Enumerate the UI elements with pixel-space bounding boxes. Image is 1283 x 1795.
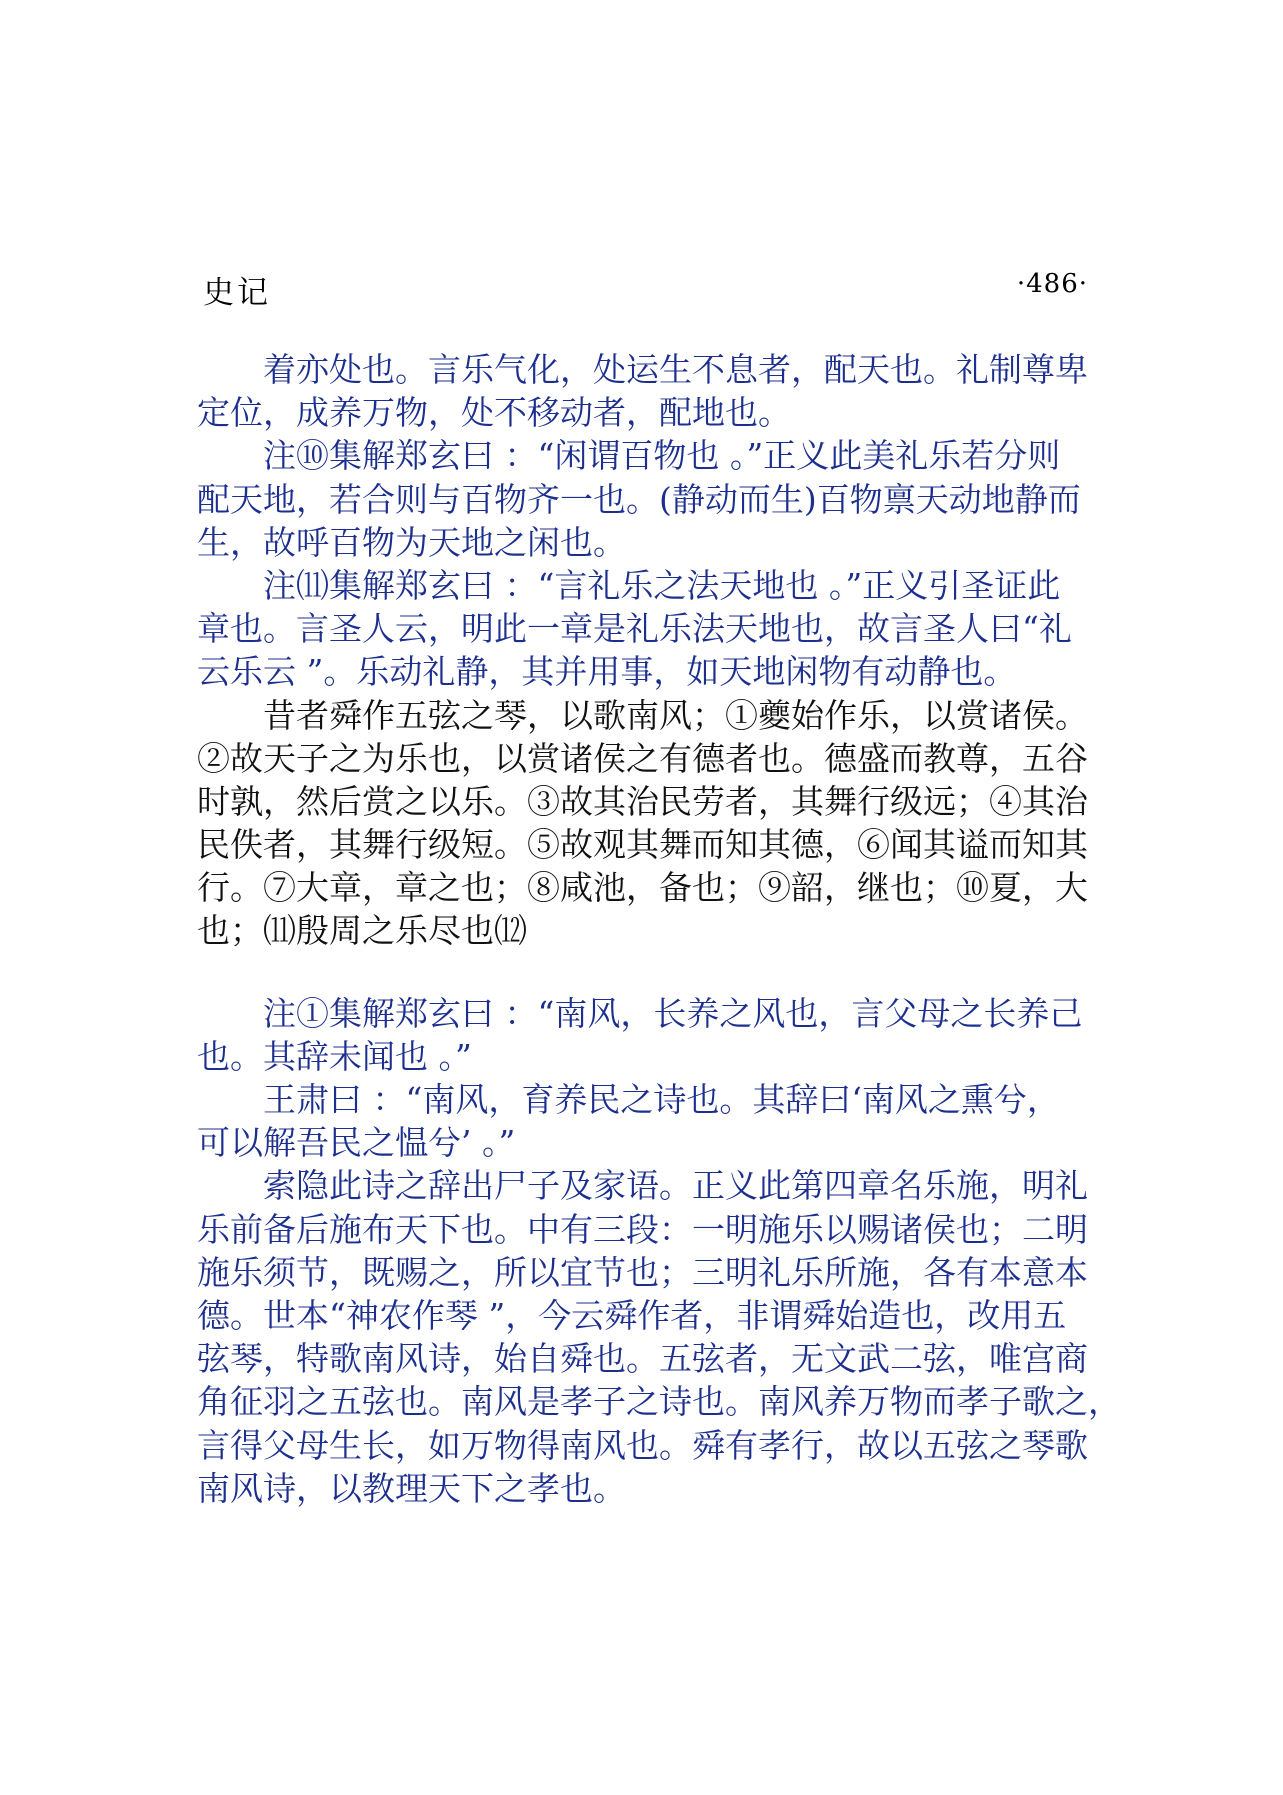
text-line: 王肃曰 ：“南风，育养民之诗也。其辞曰‘南风之熏兮， (263, 1080, 1060, 1119)
text-line: 注①集解郑玄曰 ：“南风，长养之风也，言父母之长养己 (263, 993, 1083, 1033)
text-line: 也。其辞未闻也 。” (197, 1036, 472, 1076)
text-line: 施乐须节，既赐之，所以宜节也；三明礼乐所施，各有本意本 (197, 1252, 1088, 1292)
paragraph-commentary (197, 348, 1097, 434)
paragraph-main-text (197, 694, 1097, 953)
paragraph-note-1 (197, 992, 1097, 1078)
text-line: 生，故呼百物为天地之闲也。 (197, 522, 626, 562)
paragraph-wang-su (197, 1078, 1097, 1164)
paragraph-note-10 (197, 434, 1097, 564)
text-line: 章也。言圣人云，明此一章是礼乐法天地也，故言圣人曰“礼 (197, 609, 1072, 649)
text-line: 角征羽之五弦也。南风是孝子之诗也。南风养万物而孝子歌之， (197, 1382, 1121, 1422)
paragraph-note-11 (197, 564, 1097, 694)
text-line: 可以解吾民之愠兮’ 。” (197, 1123, 516, 1163)
text-line: 定位，成养万物，处不移动者，配地也。 (197, 393, 791, 433)
text-line: 弦琴，特歌南风诗，始自舜也。五弦者，无文武二弦，唯宫商 (197, 1339, 1088, 1379)
text-line: 也；⑾殷周之乐尽也⑿ (197, 911, 527, 951)
text-line: 民佚者，其舞行级短。⑤故观其舞而知其德，⑥闻其谥而知其 (197, 825, 1088, 865)
text-line: 德。世本“神农作琴 ”，今云舜作者，非谓舜始造也，改用五 (197, 1295, 1067, 1335)
text-line: 注⑾集解郑玄曰 ：“言礼乐之法天地也 。”正义引圣证此 (263, 565, 1061, 605)
text-line: 言得父母生长，如万物得南风也。舜有孝行，故以五弦之琴歌 (197, 1425, 1088, 1465)
text-line: 乐前备后施布天下也。中有三段：一明施乐以赐诸侯也；二明 (197, 1209, 1088, 1249)
text-line: 时孰，然后赏之以乐。③故其治民劳者，其舞行级远；④其治 (197, 781, 1088, 821)
text-line: 注⑩集解郑玄曰 ：“闲谓百物也 。”正义此美礼乐若分则 (263, 436, 1061, 476)
text-line: 云乐云 ”。乐动礼静，其并用事，如天地闲物有动静也。 (197, 652, 1017, 692)
text-line: 昔者舜作五弦之琴，以歌南风；①夔始作乐，以赏诸侯。 (263, 695, 1088, 735)
paragraph-suoyin (197, 1164, 1121, 1510)
text-line: 配天地，若合则与百物齐一也。(静动而生)百物禀天动地静而 (197, 479, 1081, 519)
book-title: 史记 (203, 275, 271, 311)
text-line: ②故天子之为乐也，以赏诸侯之有德者也。德盛而教尊，五谷 (197, 738, 1088, 778)
page-body (197, 348, 1121, 1510)
text-line: 索隐此诗之辞出尸子及家语。正义此第四章名乐施，明礼 (263, 1166, 1088, 1206)
text-line: 行。⑦大章，章之也；⑧咸池，备也；⑨韶，继也；⑩夏，大 (197, 868, 1088, 908)
text-line: 着亦处也。言乐气化，处运生不息者，配天也。礼制尊卑 (263, 350, 1088, 389)
text-line: 南风诗，以教理天下之孝也。 (197, 1468, 626, 1508)
page-number: ·486· (1016, 269, 1088, 299)
